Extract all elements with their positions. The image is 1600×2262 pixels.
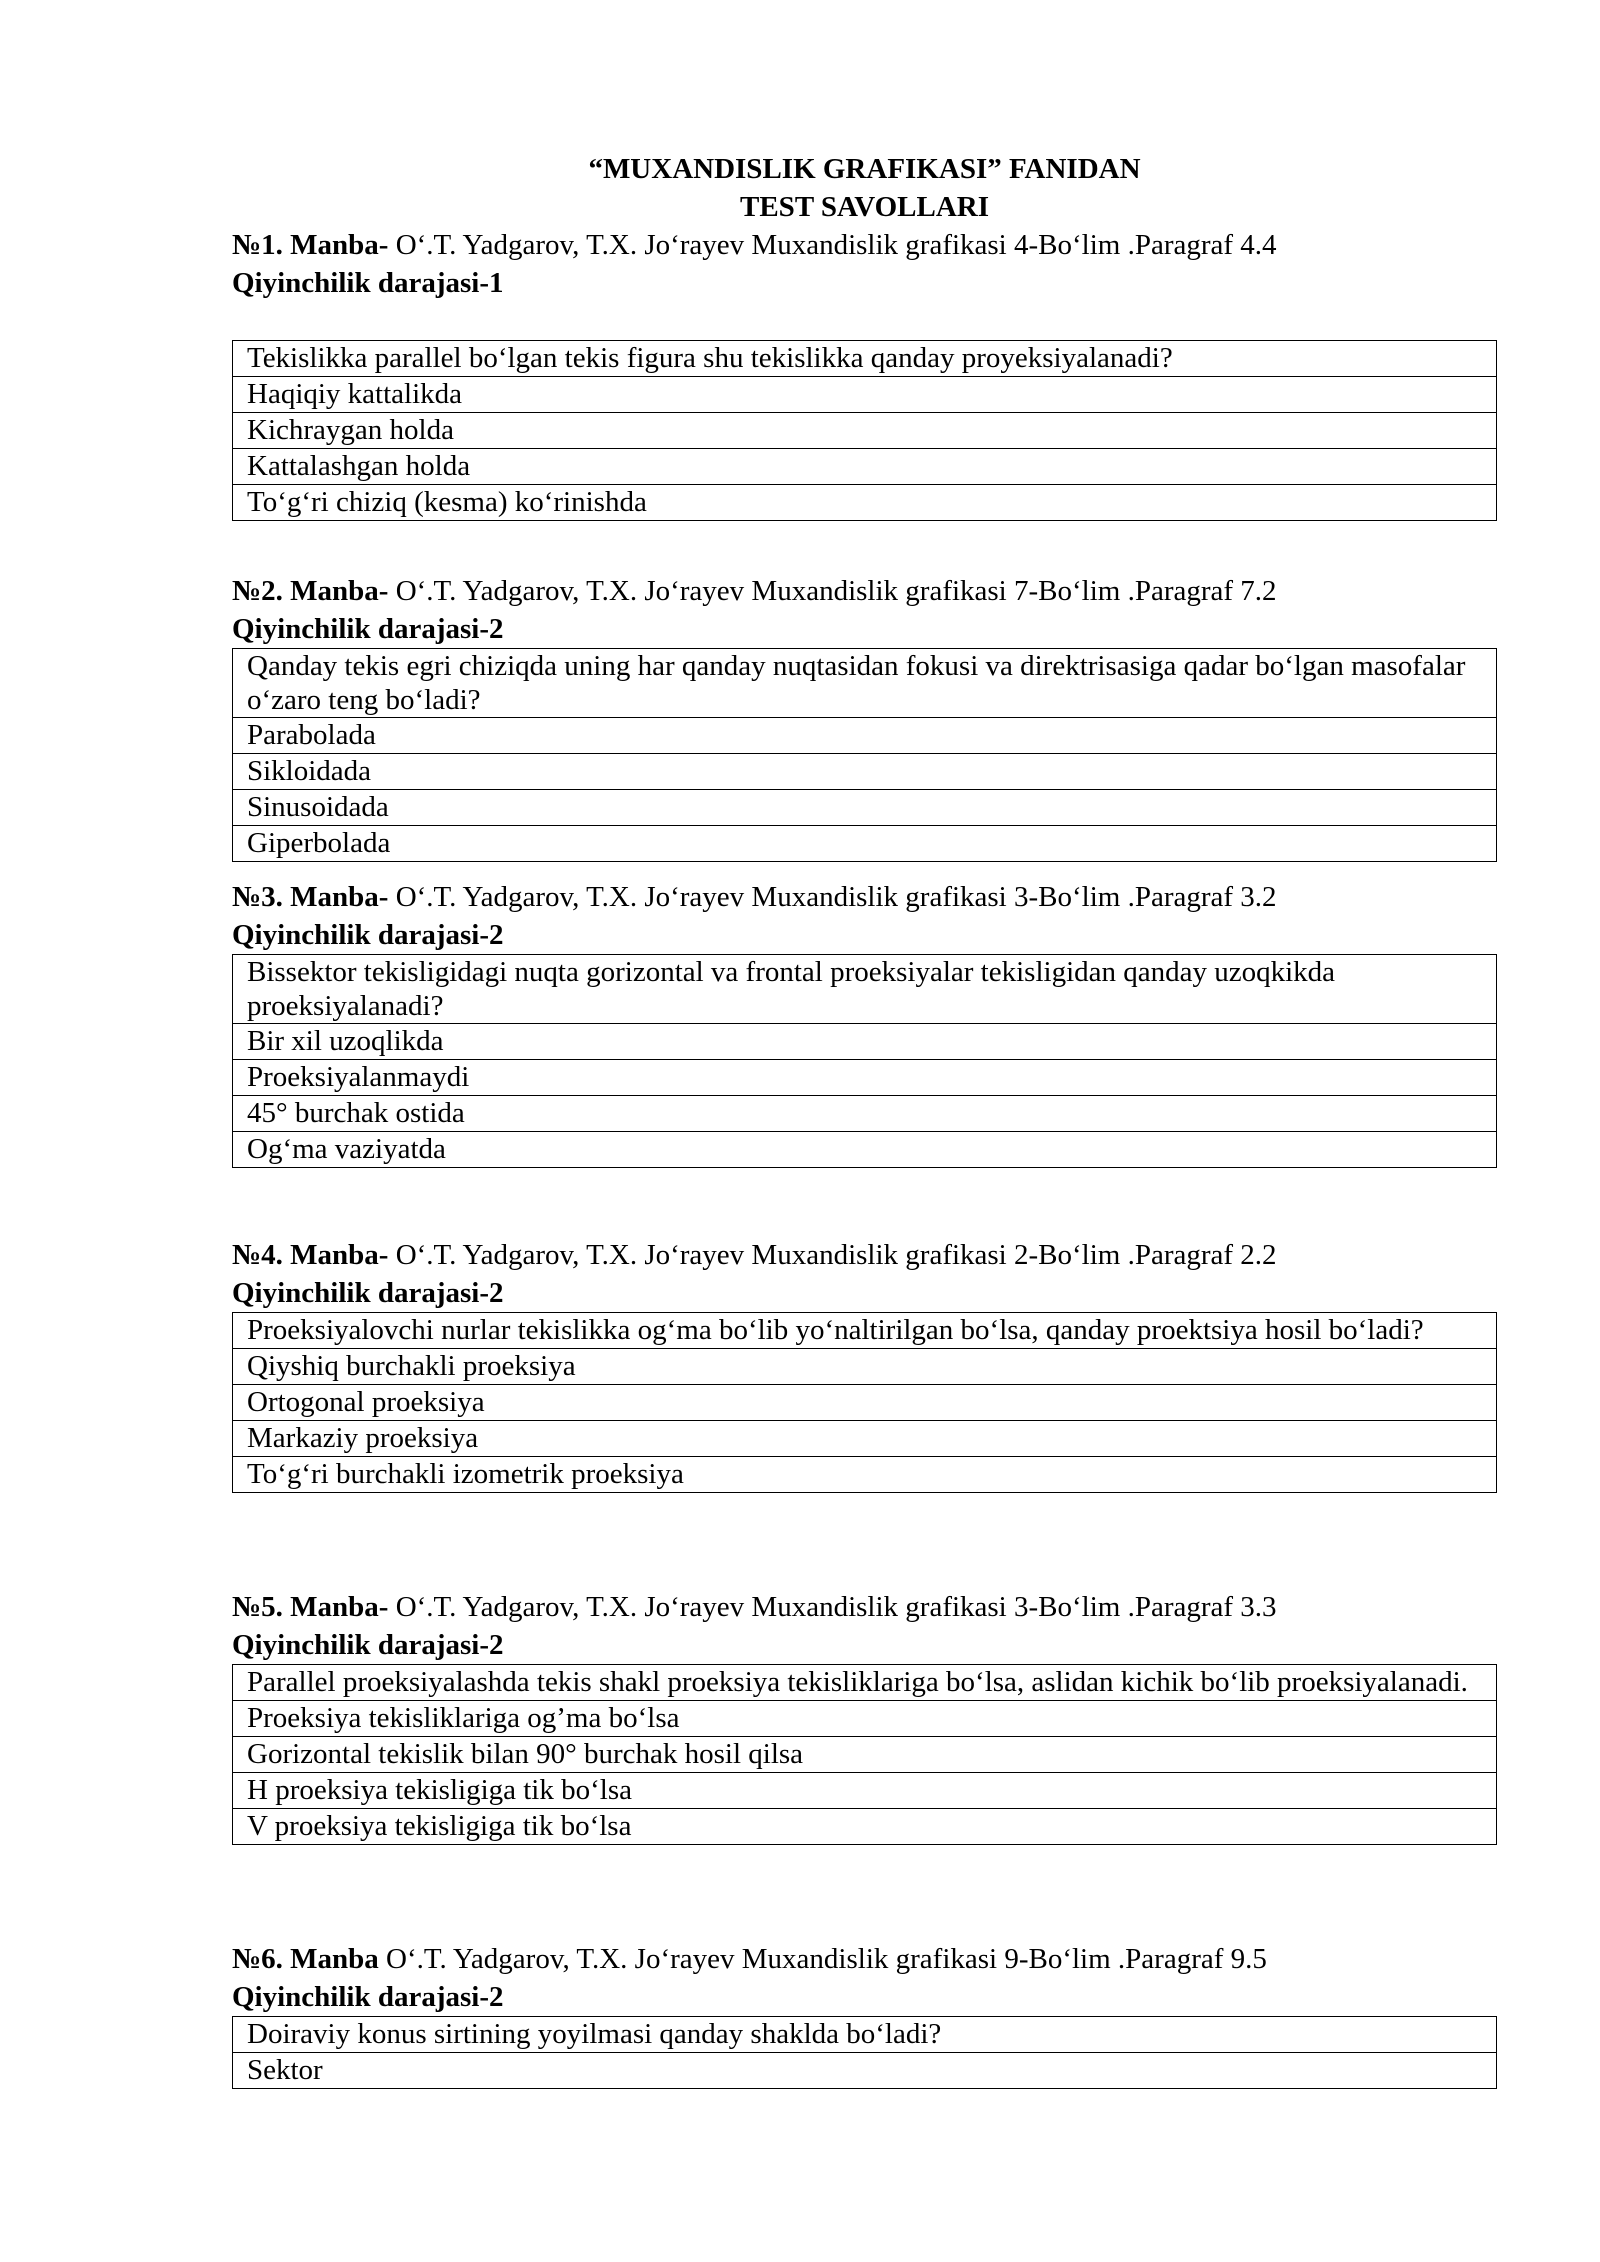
question-number: №2. bbox=[232, 575, 283, 607]
answer-option: To‘g‘ri chiziq (kesma) ko‘rinishda bbox=[233, 485, 1497, 521]
answer-option: Proeksiya tekisliklariga og’ma bo‘lsa bbox=[233, 1701, 1497, 1737]
question-text: Proeksiyalovchi nurlar tekislikka og‘ma bo‘lib yo‘naltirilgan bo‘lsa, qanday proektsiya hosil bo‘ladi? bbox=[233, 1313, 1497, 1349]
answer-option: Parabolada bbox=[233, 718, 1497, 754]
answer-option: Giperbolada bbox=[233, 826, 1497, 862]
question-block-5 bbox=[232, 1588, 1497, 1845]
manba-label: Manba- bbox=[290, 1591, 389, 1623]
difficulty-label: Qiyinchilik darajasi-2 bbox=[232, 613, 504, 645]
difficulty-label: Qiyinchilik darajasi-2 bbox=[232, 919, 504, 951]
question-table bbox=[232, 1664, 1497, 1845]
question-number: №1. bbox=[232, 229, 283, 261]
document-page bbox=[232, 150, 1497, 226]
title-line-2: TEST SAVOLLARI bbox=[740, 191, 989, 223]
answer-option: Kichraygan holda bbox=[233, 413, 1497, 449]
question-source-line bbox=[232, 572, 1497, 610]
manba-label: Manba- bbox=[290, 1239, 389, 1271]
question-source-line bbox=[232, 878, 1497, 916]
answer-option: Kattalashgan holda bbox=[233, 449, 1497, 485]
question-table bbox=[232, 340, 1497, 521]
answer-option: Qiyshiq burchakli proeksiya bbox=[233, 1349, 1497, 1385]
question-table bbox=[232, 2016, 1497, 2089]
source-reference: O‘.T. Yadgarov, T.X. Jo‘rayev Muxandislik grafikasi 3-Bo‘lim .Paragraf 3.2 bbox=[395, 881, 1277, 913]
answer-option: Sikloidada bbox=[233, 754, 1497, 790]
question-source-line bbox=[232, 226, 1497, 264]
answer-option: H proeksiya tekisligiga tik bo‘lsa bbox=[233, 1773, 1497, 1809]
title-line-1: “MUXANDISLIK GRAFIKASI” FANIDAN bbox=[588, 153, 1141, 185]
source-reference: O‘.T. Yadgarov, T.X. Jo‘rayev Muxandislik grafikasi 7-Bo‘lim .Paragraf 7.2 bbox=[395, 575, 1277, 607]
answer-option: To‘g‘ri burchakli izometrik proeksiya bbox=[233, 1457, 1497, 1493]
source-reference: O‘.T. Yadgarov, T.X. Jo‘rayev Muxandislik grafikasi 4-Bo‘lim .Paragraf 4.4 bbox=[395, 229, 1277, 261]
question-number: №3. bbox=[232, 881, 283, 913]
answer-option: 45° burchak ostida bbox=[233, 1096, 1497, 1132]
answer-option: Ortogonal proeksiya bbox=[233, 1385, 1497, 1421]
answer-option: Markaziy proeksiya bbox=[233, 1421, 1497, 1457]
manba-label: Manba- bbox=[290, 881, 389, 913]
question-table bbox=[232, 648, 1497, 862]
source-reference: O‘.T. Yadgarov, T.X. Jo‘rayev Muxandislik grafikasi 9-Bo‘lim .Paragraf 9.5 bbox=[386, 1943, 1267, 1975]
question-source-line bbox=[232, 1940, 1497, 1978]
question-block-4 bbox=[232, 1236, 1497, 1493]
question-block-3 bbox=[232, 878, 1497, 1168]
difficulty-label: Qiyinchilik darajasi-1 bbox=[232, 267, 504, 299]
question-number: №4. bbox=[232, 1239, 283, 1271]
question-text: Qanday tekis egri chiziqda uning har qanday nuqtasidan fokusi va direktrisasiga qadar bo‘lgan masofalar o‘zaro teng bo‘ladi? bbox=[233, 649, 1497, 718]
difficulty-label: Qiyinchilik darajasi-2 bbox=[232, 1629, 504, 1661]
answer-option: Og‘ma vaziyatda bbox=[233, 1132, 1497, 1168]
question-text: Parallel proeksiyalashda tekis shakl proeksiya tekisliklariga bo‘lsa, aslidan kichik bo‘lib proeksiyalanadi. bbox=[233, 1665, 1497, 1701]
question-number: №5. bbox=[232, 1591, 283, 1623]
source-reference: O‘.T. Yadgarov, T.X. Jo‘rayev Muxandislik grafikasi 3-Bo‘lim .Paragraf 3.3 bbox=[395, 1591, 1277, 1623]
question-number: №6. bbox=[232, 1943, 283, 1975]
answer-option: Gorizontal tekislik bilan 90° burchak hosil qilsa bbox=[233, 1737, 1497, 1773]
question-table bbox=[232, 954, 1497, 1168]
answer-option: V proeksiya tekisligiga tik bo‘lsa bbox=[233, 1809, 1497, 1845]
manba-label: Manba bbox=[290, 1943, 379, 1975]
question-text: Doiraviy konus sirtining yoyilmasi qanday shaklda bo‘ladi? bbox=[233, 2017, 1497, 2053]
answer-option: Bir xil uzoqlikda bbox=[233, 1024, 1497, 1060]
question-text: Bissektor tekisligidagi nuqta gorizontal va frontal proeksiyalar tekisligidan qanday uzoqkikda proeksiyalanadi? bbox=[233, 955, 1497, 1024]
difficulty-label: Qiyinchilik darajasi-2 bbox=[232, 1981, 504, 2013]
manba-label: Manba- bbox=[290, 229, 389, 261]
question-block-1 bbox=[232, 226, 1497, 521]
source-reference: O‘.T. Yadgarov, T.X. Jo‘rayev Muxandislik grafikasi 2-Bo‘lim .Paragraf 2.2 bbox=[395, 1239, 1277, 1271]
manba-label: Manba- bbox=[290, 575, 389, 607]
question-text: Tekislikka parallel bo‘lgan tekis figura shu tekislikka qanday proyeksiyalanadi? bbox=[233, 341, 1497, 377]
answer-option: Proeksiyalanmaydi bbox=[233, 1060, 1497, 1096]
question-table bbox=[232, 1312, 1497, 1493]
answer-option: Sinusoidada bbox=[233, 790, 1497, 826]
question-block-6 bbox=[232, 1940, 1497, 2089]
question-block-2 bbox=[232, 572, 1497, 862]
answer-option: Haqiqiy kattalikda bbox=[233, 377, 1497, 413]
document-title bbox=[232, 150, 1497, 226]
answer-option: Sektor bbox=[233, 2053, 1497, 2089]
difficulty-label: Qiyinchilik darajasi-2 bbox=[232, 1277, 504, 1309]
question-source-line bbox=[232, 1588, 1497, 1626]
question-source-line bbox=[232, 1236, 1497, 1274]
